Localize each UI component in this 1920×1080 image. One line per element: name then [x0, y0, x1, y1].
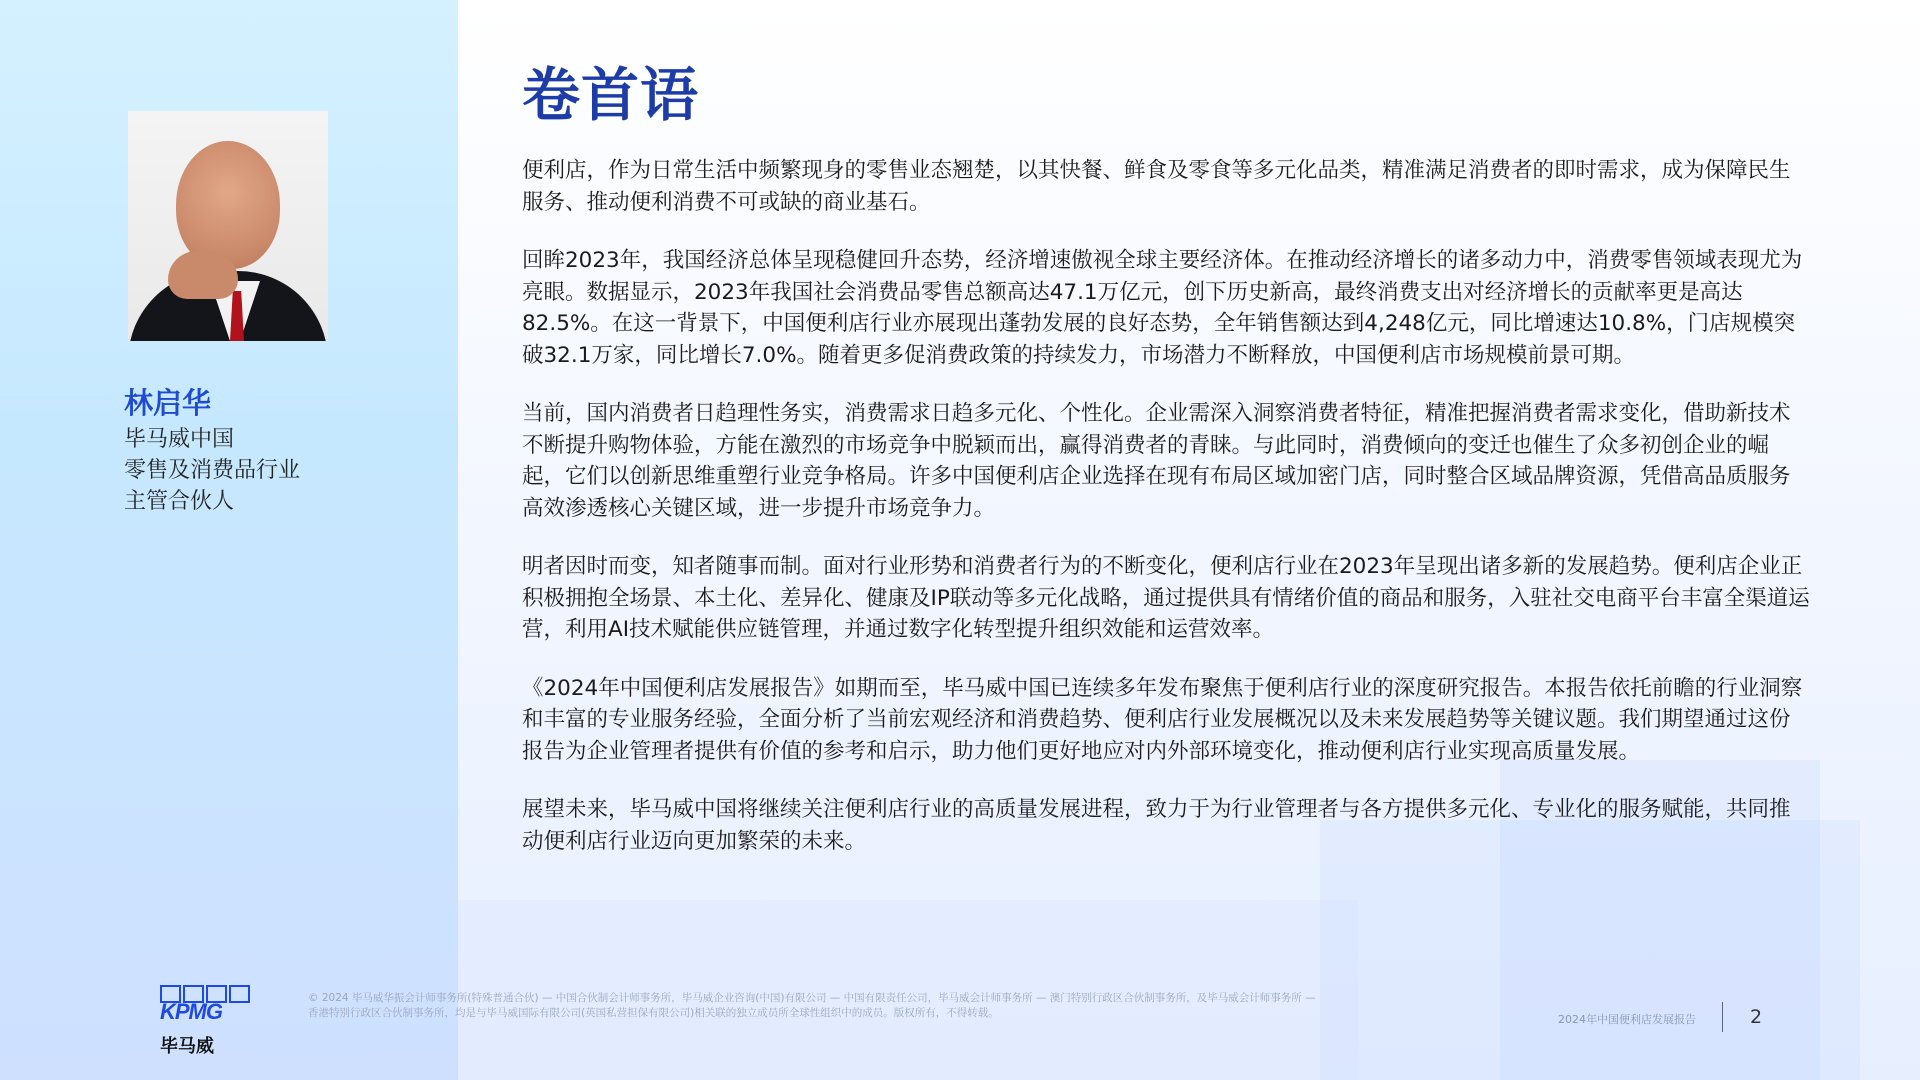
paragraph: 回眸2023年，我国经济总体呈现稳健回升态势，经济增速傲视全球主要经济体。在推动经济增长的诸多动力中，消费零售领域表现尤为亮眼。数据显示，2023年我国社会消费品零售总额高达47.1万亿元，创下历史新高，最终消费支出对经济增长的贡献率更是高达82.5%。在这一背景下，中国便利店行业亦展现出蓬勃发展的良好态势，全年销售额达到4,248亿元，同比增速达10.8%，门店规模突破32.1万家，同比增长7.0%。随着更多促消费政策的持续发力，市场潜力不断释放，中国便利店市场规模前景可期。 [522, 248, 1803, 368]
footer-report-name: 2024年中国便利店发展报告 [1558, 1013, 1696, 1026]
paragraph: 展望未来，毕马威中国将继续关注便利店行业的高质量发展进程，致力于为行业管理者与各方提供多元化、专业化的服务赋能，共同推动便利店行业迈向更加繁荣的未来。 [522, 797, 1791, 854]
person-role: 主管合伙人 [124, 489, 235, 514]
person-name: 林启华 [124, 386, 212, 420]
paragraph: 便利店，作为日常生活中频繁现身的零售业态翘楚，以其快餐、鲜食及零食等多元化品类，精准满足消费者的即时需求，成为保障民生服务、推动便利消费不可或缺的商业基石。 [522, 158, 1791, 215]
body-text [522, 155, 1810, 884]
paragraph: 明者因时而变，知者随事而制。面对行业形势和消费者行为的不断变化，便利店行业在2023年呈现出诸多新的发展趋势。便利店企业正积极拥抱全场景、本土化、差异化、健康及IP联动等多元化战略，通过提供具有情绪价值的商品和服务，入驻社交电商平台丰富全渠道运营，利用AI技术赋能供应链管理，并通过数字化转型提升组织效能和运营效率。 [522, 554, 1810, 642]
person-company: 毕马威中国 [124, 427, 235, 452]
kpmg-logo [160, 985, 252, 1024]
background-block [458, 900, 1358, 1080]
paragraph: 《2024年中国便利店发展报告》如期而至，毕马威中国已连续多年发布聚焦于便利店行业的深度研究报告。本报告依托前瞻的行业洞察和丰富的专业服务经验，全面分析了当前宏观经济和消费趋势、便利店行业发展概况以及未来发展趋势等关键议题。我们期望通过这份报告为企业管理者提供有价值的参考和启示，助力他们更好地应对内外部环境变化，推动便利店行业实现高质量发展。 [522, 675, 1803, 764]
portrait-head [176, 141, 280, 269]
portrait-photo [128, 111, 328, 341]
legal-notice: © 2024 毕马威华振会计师事务所(特殊普通合伙) — 中国合伙制会计师事务所，毕马威企业咨询(中国)有限公司 — 中国有限责任公司，毕马威会计师事务所 — 澳门特别行政区合伙制事务所，及毕马威会计师事务所 — 香港特别行政区合伙制事务所，均是与毕马威国际有限公司(英国私营担保有限公司)相关联的独立成员所全球性组织中的成员。版权所有，不得转载。 [308, 992, 1316, 1019]
page-title: 卷首语 [522, 61, 700, 129]
footer-divider [1722, 1002, 1723, 1032]
portrait-hand [168, 251, 238, 299]
kpmg-logo-text: KPMG [160, 999, 222, 1024]
page-number: 2 [1750, 1006, 1763, 1028]
kpmg-chinese-name: 毕马威 [160, 1036, 214, 1057]
paragraph: 当前，国内消费者日趋理性务实，消费需求日趋多元化、个性化。企业需深入洞察消费者特征，精准把握消费者需求变化，借助新技术不断提升购物体验，方能在激烈的市场竞争中脱颖而出，赢得消费者的青睐。与此同时，消费倾向的变迁也催生了众多初创企业的崛起，它们以创新思维重塑行业竞争格局。许多中国便利店企业选择在现有布局区域加密门店，同时整合区域品牌资源，凭借高品质服务高效渗透核心关键区域，进一步提升市场竞争力。 [522, 401, 1791, 521]
person-department: 零售及消费品行业 [124, 458, 301, 483]
